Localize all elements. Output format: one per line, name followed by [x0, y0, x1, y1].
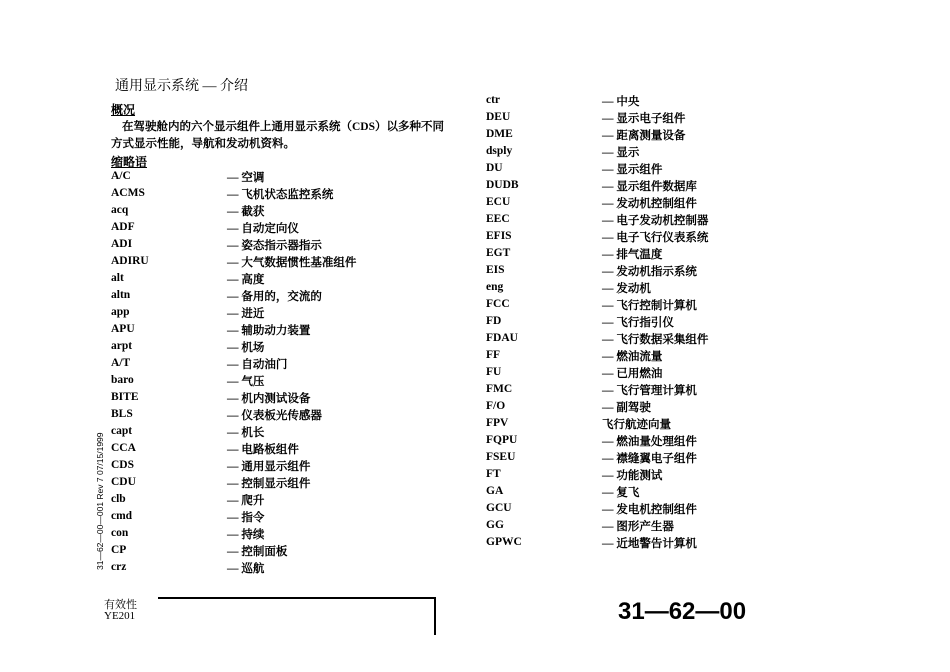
abbreviation-definition: — 指令	[227, 512, 265, 524]
page-number: 31—62—00	[618, 598, 747, 625]
abbreviation-term: CDS	[111, 459, 135, 471]
abbreviation-term: DEU	[486, 111, 511, 123]
abbreviation-term: F/O	[486, 400, 506, 412]
abbreviation-row	[486, 127, 846, 144]
abbreviation-term: EEC	[486, 213, 510, 225]
abbreviation-definition: — 自动油门	[227, 359, 288, 371]
abbreviation-definition: — 通用显示组件	[227, 461, 311, 473]
abbreviation-row	[111, 526, 471, 543]
abbreviation-row	[486, 314, 846, 331]
abbreviation-row	[111, 492, 471, 509]
abbreviation-definition: — 控制面板	[227, 546, 288, 558]
abbreviation-row	[111, 424, 471, 441]
abbreviation-term: DU	[486, 162, 503, 174]
abbreviation-row	[486, 365, 846, 382]
abbreviation-term: FT	[486, 468, 501, 480]
abbreviation-definition: — 机长	[227, 427, 265, 439]
abbreviation-term: BLS	[111, 408, 133, 420]
abbreviation-term: GA	[486, 485, 504, 497]
abbreviation-row	[111, 407, 471, 424]
abbreviation-term: APU	[111, 323, 135, 335]
abbreviation-row	[111, 543, 471, 560]
abbreviation-term: CDU	[111, 476, 136, 488]
abbreviation-definition: — 显示组件	[602, 164, 663, 176]
abbreviation-row	[486, 93, 846, 110]
abbreviation-term: ACMS	[111, 187, 145, 199]
effectivity-code: YE201	[104, 610, 136, 622]
abbreviation-definition: — 巡航	[227, 563, 265, 575]
abbreviation-definition: — 持续	[227, 529, 265, 541]
abbreviation-row	[486, 212, 846, 229]
abbreviation-term: FCC	[486, 298, 510, 310]
abbreviation-definition: — 飞行控制计算机	[602, 300, 697, 312]
abbreviation-row	[111, 169, 471, 186]
abbreviation-term: FQPU	[486, 434, 518, 446]
abbreviation-definition: — 气压	[227, 376, 265, 388]
abbreviation-definition: — 大气数据惯性基准组件	[227, 257, 357, 269]
abbreviation-term: EFIS	[486, 230, 512, 242]
abbreviation-row	[486, 331, 846, 348]
abbreviation-row	[486, 416, 846, 433]
abbreviation-term: baro	[111, 374, 134, 386]
abbreviation-definition: — 发动机控制组件	[602, 198, 697, 210]
abbreviation-term: dsply	[486, 145, 513, 157]
abbreviation-definition: — 飞行指引仪	[602, 317, 674, 329]
abbreviation-definition: — 副驾驶	[602, 402, 651, 414]
abbreviation-row	[486, 178, 846, 195]
abbreviation-row	[486, 161, 846, 178]
abbreviation-row	[111, 237, 471, 254]
abbreviation-definition: — 电子飞行仪表系统	[602, 232, 709, 244]
abbreviation-term: GPWC	[486, 536, 522, 548]
abbreviation-term: FU	[486, 366, 502, 378]
abbreviation-row	[486, 535, 846, 552]
abbreviation-term: A/T	[111, 357, 131, 369]
abbreviation-definition: — 排气温度	[602, 249, 663, 261]
abbreviation-term: cmd	[111, 510, 133, 522]
abbreviation-row	[486, 382, 846, 399]
overview-text-line-1: 在驾驶舱内的六个显示组件上通用显示系统（CDS）以多种不同	[122, 121, 445, 133]
abbreviation-row	[111, 186, 471, 203]
abbreviation-term: BITE	[111, 391, 139, 403]
abbreviation-term: ADIRU	[111, 255, 149, 267]
abbreviation-row	[486, 195, 846, 212]
abbreviation-definition: — 近地警告计算机	[602, 538, 697, 550]
abbreviation-row	[111, 475, 471, 492]
abbreviation-term: crz	[111, 561, 127, 573]
abbreviations-heading: 缩略语	[111, 155, 148, 169]
abbreviation-row	[486, 144, 846, 161]
abbreviation-row	[111, 203, 471, 220]
abbreviation-term: arpt	[111, 340, 133, 352]
abbreviation-definition: — 飞行管理计算机	[602, 385, 697, 397]
abbreviation-definition: — 飞行数据采集组件	[602, 334, 709, 346]
abbreviation-row	[486, 518, 846, 535]
revision-note: 31—62—00—001 Rev 7 07/15/1999	[95, 432, 105, 570]
abbreviation-row	[486, 433, 846, 450]
abbreviation-list-right	[486, 93, 846, 552]
abbreviation-definition: — 距离测量设备	[602, 130, 686, 142]
abbreviation-definition: — 燃油流量	[602, 351, 663, 363]
abbreviation-row	[486, 484, 846, 501]
abbreviation-term: con	[111, 527, 129, 539]
abbreviation-row	[111, 356, 471, 373]
abbreviation-term: acq	[111, 204, 129, 216]
abbreviation-row	[111, 220, 471, 237]
footer-rule-vertical	[434, 597, 436, 635]
abbreviation-definition: — 电路板组件	[227, 444, 299, 456]
abbreviation-row	[111, 254, 471, 271]
abbreviation-definition: — 截获	[227, 206, 265, 218]
abbreviation-row	[486, 399, 846, 416]
abbreviation-term: FD	[486, 315, 502, 327]
abbreviation-row	[111, 509, 471, 526]
abbreviation-row	[486, 263, 846, 280]
abbreviation-definition: — 机内测试设备	[227, 393, 311, 405]
abbreviation-definition: — 显示	[602, 147, 640, 159]
abbreviation-definition: — 已用燃油	[602, 368, 663, 380]
abbreviation-term: GG	[486, 519, 504, 531]
abbreviation-term: ctr	[486, 94, 501, 106]
abbreviation-row	[486, 450, 846, 467]
abbreviation-definition: — 发电机控制组件	[602, 504, 697, 516]
abbreviation-definition: — 进近	[227, 308, 265, 320]
abbreviation-definition: — 机场	[227, 342, 265, 354]
abbreviation-term: FF	[486, 349, 501, 361]
abbreviation-row	[486, 229, 846, 246]
abbreviation-list-left	[111, 169, 471, 577]
abbreviation-definition: — 飞机状态监控系统	[227, 189, 334, 201]
abbreviation-term: ADI	[111, 238, 133, 250]
abbreviation-row	[486, 246, 846, 263]
abbreviation-term: DME	[486, 128, 513, 140]
abbreviation-term: alt	[111, 272, 124, 284]
abbreviation-row	[111, 305, 471, 322]
abbreviation-definition: — 襟缝翼电子组件	[602, 453, 697, 465]
abbreviation-definition: — 功能测试	[602, 470, 663, 482]
abbreviation-definition: — 控制显示组件	[227, 478, 311, 490]
abbreviation-definition: — 复飞	[602, 487, 640, 499]
abbreviation-definition: — 电子发动机控制器	[602, 215, 709, 227]
abbreviation-definition: — 空调	[227, 172, 265, 184]
abbreviation-definition: — 燃油量处理组件	[602, 436, 697, 448]
abbreviation-row	[111, 322, 471, 339]
abbreviation-row	[486, 501, 846, 518]
abbreviation-definition: — 辅助动力装置	[227, 325, 311, 337]
abbreviation-term: FSEU	[486, 451, 516, 463]
effectivity-label: 有效性	[104, 599, 137, 611]
abbreviation-definition: — 显示组件数据库	[602, 181, 697, 193]
abbreviation-term: ADF	[111, 221, 135, 233]
abbreviation-row	[111, 441, 471, 458]
abbreviation-definition: — 爬升	[227, 495, 265, 507]
abbreviation-term: capt	[111, 425, 133, 437]
abbreviation-definition: — 发动机	[602, 283, 651, 295]
abbreviation-definition: — 高度	[227, 274, 265, 286]
overview-text-line-2: 方式显示性能，导航和发动机资料。	[111, 138, 295, 150]
abbreviation-term: clb	[111, 493, 126, 505]
abbreviation-term: A/C	[111, 170, 131, 182]
abbreviation-term: FPV	[486, 417, 509, 429]
abbreviation-row	[486, 280, 846, 297]
footer-rule-horizontal	[158, 597, 435, 599]
abbreviation-definition: — 仪表板光传感器	[227, 410, 322, 422]
abbreviation-definition: 飞行航迹向量	[602, 419, 671, 431]
abbreviation-term: altn	[111, 289, 131, 301]
abbreviation-term: DUDB	[486, 179, 519, 191]
abbreviation-term: CP	[111, 544, 127, 556]
abbreviation-definition: — 发动机指示系统	[602, 266, 697, 278]
abbreviation-term: app	[111, 306, 130, 318]
abbreviation-term: FMC	[486, 383, 513, 395]
abbreviation-term: GCU	[486, 502, 512, 514]
abbreviation-definition: — 中央	[602, 96, 640, 108]
abbreviation-term: eng	[486, 281, 504, 293]
abbreviation-row	[111, 339, 471, 356]
abbreviation-row	[111, 271, 471, 288]
abbreviation-row	[111, 560, 471, 577]
abbreviation-row	[111, 458, 471, 475]
abbreviation-definition: — 备用的，交流的	[227, 291, 322, 303]
abbreviation-definition: — 自动定向仪	[227, 223, 299, 235]
abbreviation-row	[111, 373, 471, 390]
page-title: 通用显示系统 — 介绍	[115, 79, 248, 94]
abbreviation-term: FDAU	[486, 332, 518, 344]
abbreviation-term: CCA	[111, 442, 136, 454]
abbreviation-row	[486, 467, 846, 484]
abbreviation-row	[486, 297, 846, 314]
abbreviation-definition: — 显示电子组件	[602, 113, 686, 125]
overview-heading: 概况	[111, 103, 136, 117]
abbreviation-row	[111, 390, 471, 407]
abbreviation-definition: — 姿态指示器指示	[227, 240, 322, 252]
abbreviation-row	[486, 348, 846, 365]
abbreviation-definition: — 图形产生器	[602, 521, 674, 533]
abbreviation-term: EIS	[486, 264, 505, 276]
abbreviation-term: EGT	[486, 247, 511, 259]
abbreviation-row	[111, 288, 471, 305]
abbreviation-term: ECU	[486, 196, 511, 208]
abbreviation-row	[486, 110, 846, 127]
